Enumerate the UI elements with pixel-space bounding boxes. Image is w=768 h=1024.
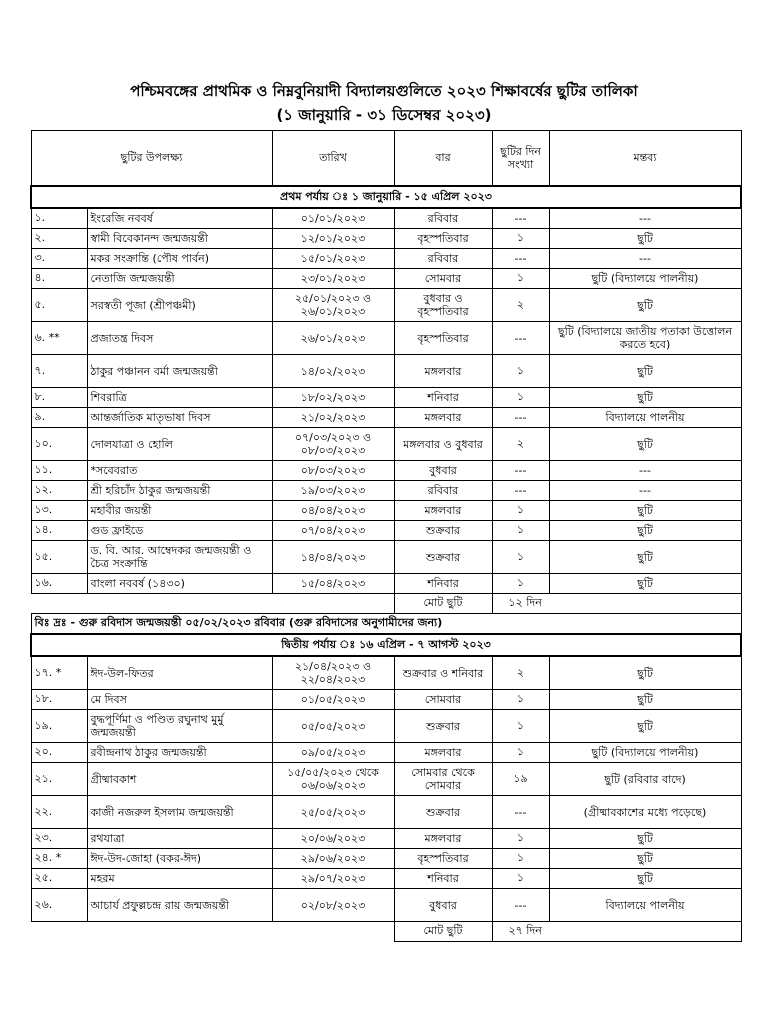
table-row: [31, 574, 741, 594]
total-spacer: [31, 594, 394, 614]
table-row: [31, 289, 741, 322]
row-count: ১: [492, 521, 549, 541]
table-row: [31, 355, 741, 388]
row-date: ২৯/০৭/২০২৩: [272, 869, 394, 889]
row-serial: ৭.: [31, 355, 87, 388]
header-count: ছুটির দিন সংখ্যা: [492, 131, 549, 187]
row-count: ১৯: [492, 763, 549, 796]
row-serial: ৫.: [31, 289, 87, 322]
table-row: [31, 656, 741, 690]
row-serial: ১০.: [31, 428, 87, 461]
row-occasion: বুদ্ধপূর্ণিমা ও পণ্ডিত রঘুনাথ মুর্মু জন্মজয়ন্তী: [87, 710, 272, 743]
row-date: ১৮/০২/২০২৩: [272, 388, 394, 408]
row-count: ---: [492, 796, 549, 829]
row-occasion: আন্তর্জাতিক মাতৃভাষা দিবস: [87, 408, 272, 428]
row-occasion: ড. বি. আর. আম্বেদকর জন্মজয়ন্তী ও চৈত্র সংক্রান্তি: [87, 541, 272, 574]
row-remark: ---: [549, 208, 741, 229]
table-header-row: [31, 131, 741, 187]
table-row: [31, 763, 741, 796]
row-count: ---: [492, 249, 549, 269]
row-occasion: নেতাজি জন্মজয়ন্তী: [87, 269, 272, 289]
table-row: [31, 501, 741, 521]
row-remark: ছুটি: [549, 388, 741, 408]
total-value: ১২ দিন: [492, 594, 741, 614]
row-serial: ৬. **: [31, 322, 87, 355]
section-2-title: দ্বিতীয় পর্যায় ঃ ১৬ এপ্রিল - ৭ আগস্ট ২০২৩: [31, 634, 741, 656]
row-date: ০২/০৮/২০২৩: [272, 889, 394, 922]
row-remark: বিদ্যালয়ে পালনীয়: [549, 408, 741, 428]
row-remark: ছুটি (বিদ্যালয়ে জাতীয় পতাকা উত্তোলন করতে হবে): [549, 322, 741, 355]
row-remark: বিদ্যালয়ে পালনীয়: [549, 889, 741, 922]
row-remark: ---: [549, 249, 741, 269]
table-row: [31, 889, 741, 922]
row-day: রবিবার: [394, 481, 492, 501]
table-row: [31, 388, 741, 408]
row-day: রবিবার: [394, 249, 492, 269]
table-row: [31, 869, 741, 889]
row-occasion: মকর সংক্রান্তি (পৌষ পার্বন): [87, 249, 272, 269]
row-remark: ছুটি: [549, 521, 741, 541]
row-date: ১৯/০৩/২০২৩: [272, 481, 394, 501]
row-remark: ছুটি: [549, 428, 741, 461]
row-serial: ৪.: [31, 269, 87, 289]
row-remark: ছুটি: [549, 656, 741, 690]
row-occasion: দোলযাত্রা ও হোলি: [87, 428, 272, 461]
table-row: [31, 743, 741, 763]
row-count: ১: [492, 574, 549, 594]
row-count: ---: [492, 408, 549, 428]
row-date: ২১/০২/২০২৩: [272, 408, 394, 428]
row-date: ১৫/০৪/২০২৩: [272, 574, 394, 594]
row-day: রবিবার: [394, 208, 492, 229]
table-row: [31, 249, 741, 269]
row-date: ১২/০১/২০২৩: [272, 229, 394, 249]
row-serial: ১৮.: [31, 690, 87, 710]
row-serial: ১৯.: [31, 710, 87, 743]
row-count: ১: [492, 269, 549, 289]
total-label: মোট ছুটি: [394, 922, 492, 942]
document-title: পশ্চিমবঙ্গের প্রাথমিক ও নিম্নবুনিয়াদী বিদ্যালয়গুলিতে ২০২৩ শিক্ষাবর্ষের ছুটির তালিকা: [130, 82, 638, 100]
row-remark: ---: [549, 481, 741, 501]
total-value: ২৭ দিন: [492, 922, 741, 942]
row-count: ১: [492, 710, 549, 743]
row-date: ১৫/০১/২০২৩: [272, 249, 394, 269]
row-day: সোমবার থেকে সোমবার: [394, 763, 492, 796]
row-occasion: প্রজাতন্ত্র দিবস: [87, 322, 272, 355]
row-count: ১: [492, 690, 549, 710]
row-date: ২৫/০১/২০২৩ ও ২৬/০১/২০২৩: [272, 289, 394, 322]
holiday-table: [30, 130, 742, 942]
row-count: ২: [492, 428, 549, 461]
row-date: ০৭/০৪/২০২৩: [272, 521, 394, 541]
table-row: [31, 408, 741, 428]
row-count: ১: [492, 743, 549, 763]
row-count: ১: [492, 869, 549, 889]
row-day: শুক্রবার: [394, 796, 492, 829]
row-date: ১৫/০৫/২০২৩ থেকে ০৬/০৬/২০২৩: [272, 763, 394, 796]
row-occasion: গুড ফ্রাইডে: [87, 521, 272, 541]
row-count: ১: [492, 849, 549, 869]
note-text: বিঃ দ্রঃ - গুরু রবিদাস জন্মজয়ন্তী ০৫/০২/২০২৩ রবিবার (গুরু রবিদাসের অনুগামীদের জন্য): [31, 614, 741, 635]
row-remark: ছুটি: [549, 710, 741, 743]
row-remark: ---: [549, 461, 741, 481]
row-count: ---: [492, 322, 549, 355]
row-occasion: *সবেবরাত: [87, 461, 272, 481]
row-remark: ছুটি: [549, 541, 741, 574]
row-occasion: বাংলা নববর্ষ (১৪৩০): [87, 574, 272, 594]
row-count: ১: [492, 388, 549, 408]
row-date: ০৮/০৩/২০২৩: [272, 461, 394, 481]
row-day: মঙ্গলবার ও বুধবার: [394, 428, 492, 461]
row-serial: ১৬.: [31, 574, 87, 594]
row-day: মঙ্গলবার: [394, 408, 492, 428]
row-date: ০১/০৫/২০২৩: [272, 690, 394, 710]
total-label: মোট ছুটি: [394, 594, 492, 614]
row-serial: ১৭. *: [31, 656, 87, 690]
row-count: ১: [492, 829, 549, 849]
row-serial: ২৪. *: [31, 849, 87, 869]
row-count: ১: [492, 501, 549, 521]
row-remark: ছুটি (বিদ্যালয়ে পালনীয়): [549, 269, 741, 289]
row-occasion: আচার্য প্রফুল্লচন্দ্র রায় জন্মজয়ন্তী: [87, 889, 272, 922]
row-occasion: রবীন্দ্রনাথ ঠাকুর জন্মজয়ন্তী: [87, 743, 272, 763]
row-count: ২: [492, 656, 549, 690]
row-count: ১: [492, 541, 549, 574]
row-occasion: ঈদ-উদ-জোহা (বকর-ঈদ): [87, 849, 272, 869]
document-subtitle: (১ জানুয়ারি - ৩১ ডিসেম্বর ২০২৩): [276, 106, 492, 124]
row-date: ২৯/০৬/২০২৩: [272, 849, 394, 869]
row-day: শুক্রবার: [394, 541, 492, 574]
row-date: ২৬/০১/২০২৩: [272, 322, 394, 355]
row-occasion: মহরম: [87, 869, 272, 889]
row-date: ২৫/০৫/২০২৩: [272, 796, 394, 829]
row-day: বুধবার ও বৃহস্পতিবার: [394, 289, 492, 322]
row-serial: ১৩.: [31, 501, 87, 521]
row-day: শুক্রবার ও শনিবার: [394, 656, 492, 690]
total-spacer: [31, 922, 394, 942]
row-remark: ছুটি: [549, 289, 741, 322]
row-day: শনিবার: [394, 869, 492, 889]
table-row: [31, 322, 741, 355]
table-row: [31, 690, 741, 710]
header-date: তারিখ: [272, 131, 394, 187]
row-serial: ২৩.: [31, 829, 87, 849]
row-serial: ২.: [31, 229, 87, 249]
row-serial: ১৫.: [31, 541, 87, 574]
row-serial: ৮.: [31, 388, 87, 408]
table-row: [31, 541, 741, 574]
row-occasion: স্বামী বিবেকানন্দ জন্মজয়ন্তী: [87, 229, 272, 249]
row-date: ২১/০৪/২০২৩ ও ২২/০৪/২০২৩: [272, 656, 394, 690]
table-row: [31, 849, 741, 869]
row-count: ---: [492, 481, 549, 501]
row-date: ২০/০৬/২০২৩: [272, 829, 394, 849]
row-occasion: রথযাত্রা: [87, 829, 272, 849]
row-day: শুক্রবার: [394, 710, 492, 743]
table-row: [31, 829, 741, 849]
row-count: ১: [492, 355, 549, 388]
row-day: শনিবার: [394, 388, 492, 408]
row-date: ০৫/০৫/২০২৩: [272, 710, 394, 743]
row-day: শনিবার: [394, 574, 492, 594]
row-date: ০১/০১/২০২৩: [272, 208, 394, 229]
row-remark: ছুটি: [549, 849, 741, 869]
row-day: সোমবার: [394, 269, 492, 289]
table-row: [31, 269, 741, 289]
table-row: [31, 521, 741, 541]
row-day: বৃহস্পতিবার: [394, 322, 492, 355]
row-serial: ৩.: [31, 249, 87, 269]
section-1-title-row: [31, 186, 741, 208]
table-row: [31, 208, 741, 229]
row-serial: ২৫.: [31, 869, 87, 889]
row-day: বৃহস্পতিবার: [394, 229, 492, 249]
row-day: মঙ্গলবার: [394, 829, 492, 849]
row-date: ২৩/০১/২০২৩: [272, 269, 394, 289]
row-day: বুধবার: [394, 461, 492, 481]
row-occasion: মহাবীর জয়ন্তী: [87, 501, 272, 521]
total-row: [31, 922, 741, 942]
note-row: [31, 614, 741, 635]
row-day: শুক্রবার: [394, 521, 492, 541]
row-remark: ছুটি: [549, 690, 741, 710]
table-row: [31, 710, 741, 743]
row-day: মঙ্গলবার: [394, 501, 492, 521]
row-day: সোমবার: [394, 690, 492, 710]
total-row: [31, 594, 741, 614]
row-date: ০৭/০৩/২০২৩ ও ০৮/০৩/২০২৩: [272, 428, 394, 461]
section-2-body: [31, 634, 741, 922]
section-1-body: [31, 186, 741, 594]
row-serial: ৯.: [31, 408, 87, 428]
row-count: ১: [492, 229, 549, 249]
row-occasion: গ্রীষ্মাবকাশ: [87, 763, 272, 796]
row-remark: ছুটি (বিদ্যালয়ে পালনীয়): [549, 743, 741, 763]
row-count: ২: [492, 289, 549, 322]
row-remark: ছুটি: [549, 355, 741, 388]
row-day: মঙ্গলবার: [394, 355, 492, 388]
row-date: ১৪/০২/২০২৩: [272, 355, 394, 388]
header-remark: মন্তব্য: [549, 131, 741, 187]
section-2-total: [31, 922, 741, 942]
section-1-title: প্রথম পর্যায় ঃ ১ জানুয়ারি - ১৫ এপ্রিল ২০২৩: [31, 186, 741, 208]
row-day: বুধবার: [394, 889, 492, 922]
row-serial: ২২.: [31, 796, 87, 829]
row-remark: ছুটি: [549, 869, 741, 889]
section-1-total: [31, 594, 741, 635]
table-row: [31, 796, 741, 829]
section-2-title-row: [31, 634, 741, 656]
row-date: ০৯/০৫/২০২৩: [272, 743, 394, 763]
row-occasion: শ্রী হরিচাঁদ ঠাকুর জন্মজয়ন্তী: [87, 481, 272, 501]
row-occasion: ঠাকুর পঞ্চানন বর্মা জন্মজয়ন্তী: [87, 355, 272, 388]
row-serial: ১২.: [31, 481, 87, 501]
row-remark: (গ্রীষ্মাবকাশের মধ্যে পড়েছে): [549, 796, 741, 829]
table-row: [31, 461, 741, 481]
row-occasion: ইংরেজি নববর্ষ: [87, 208, 272, 229]
row-serial: ১.: [31, 208, 87, 229]
table-row: [31, 428, 741, 461]
row-occasion: সরস্বতী পূজা (শ্রীপঞ্চমী): [87, 289, 272, 322]
row-remark: ছুটি: [549, 501, 741, 521]
row-day: মঙ্গলবার: [394, 743, 492, 763]
header-occasion: ছুটির উপলক্ষ্য: [31, 131, 272, 187]
row-count: ---: [492, 461, 549, 481]
row-serial: ১৪.: [31, 521, 87, 541]
row-count: ---: [492, 889, 549, 922]
row-occasion: শিবরাত্রি: [87, 388, 272, 408]
row-date: ১৪/০৪/২০২৩: [272, 541, 394, 574]
row-occasion: মে দিবস: [87, 690, 272, 710]
row-serial: ২১.: [31, 763, 87, 796]
row-date: ০৪/০৪/২০২৩: [272, 501, 394, 521]
row-remark: ছুটি: [549, 829, 741, 849]
header-day: বার: [394, 131, 492, 187]
table-row: [31, 481, 741, 501]
row-occasion: ঈদ-উল-ফিতর: [87, 656, 272, 690]
row-serial: ১১.: [31, 461, 87, 481]
table-row: [31, 229, 741, 249]
row-remark: ছুটি: [549, 574, 741, 594]
row-occasion: কাজী নজরুল ইসলাম জন্মজয়ন্তী: [87, 796, 272, 829]
row-count: ---: [492, 208, 549, 229]
row-remark: ছুটি: [549, 229, 741, 249]
row-day: বৃহস্পতিবার: [394, 849, 492, 869]
row-remark: ছুটি (রবিবার বাদে): [549, 763, 741, 796]
row-serial: ২০.: [31, 743, 87, 763]
row-serial: ২৬.: [31, 889, 87, 922]
